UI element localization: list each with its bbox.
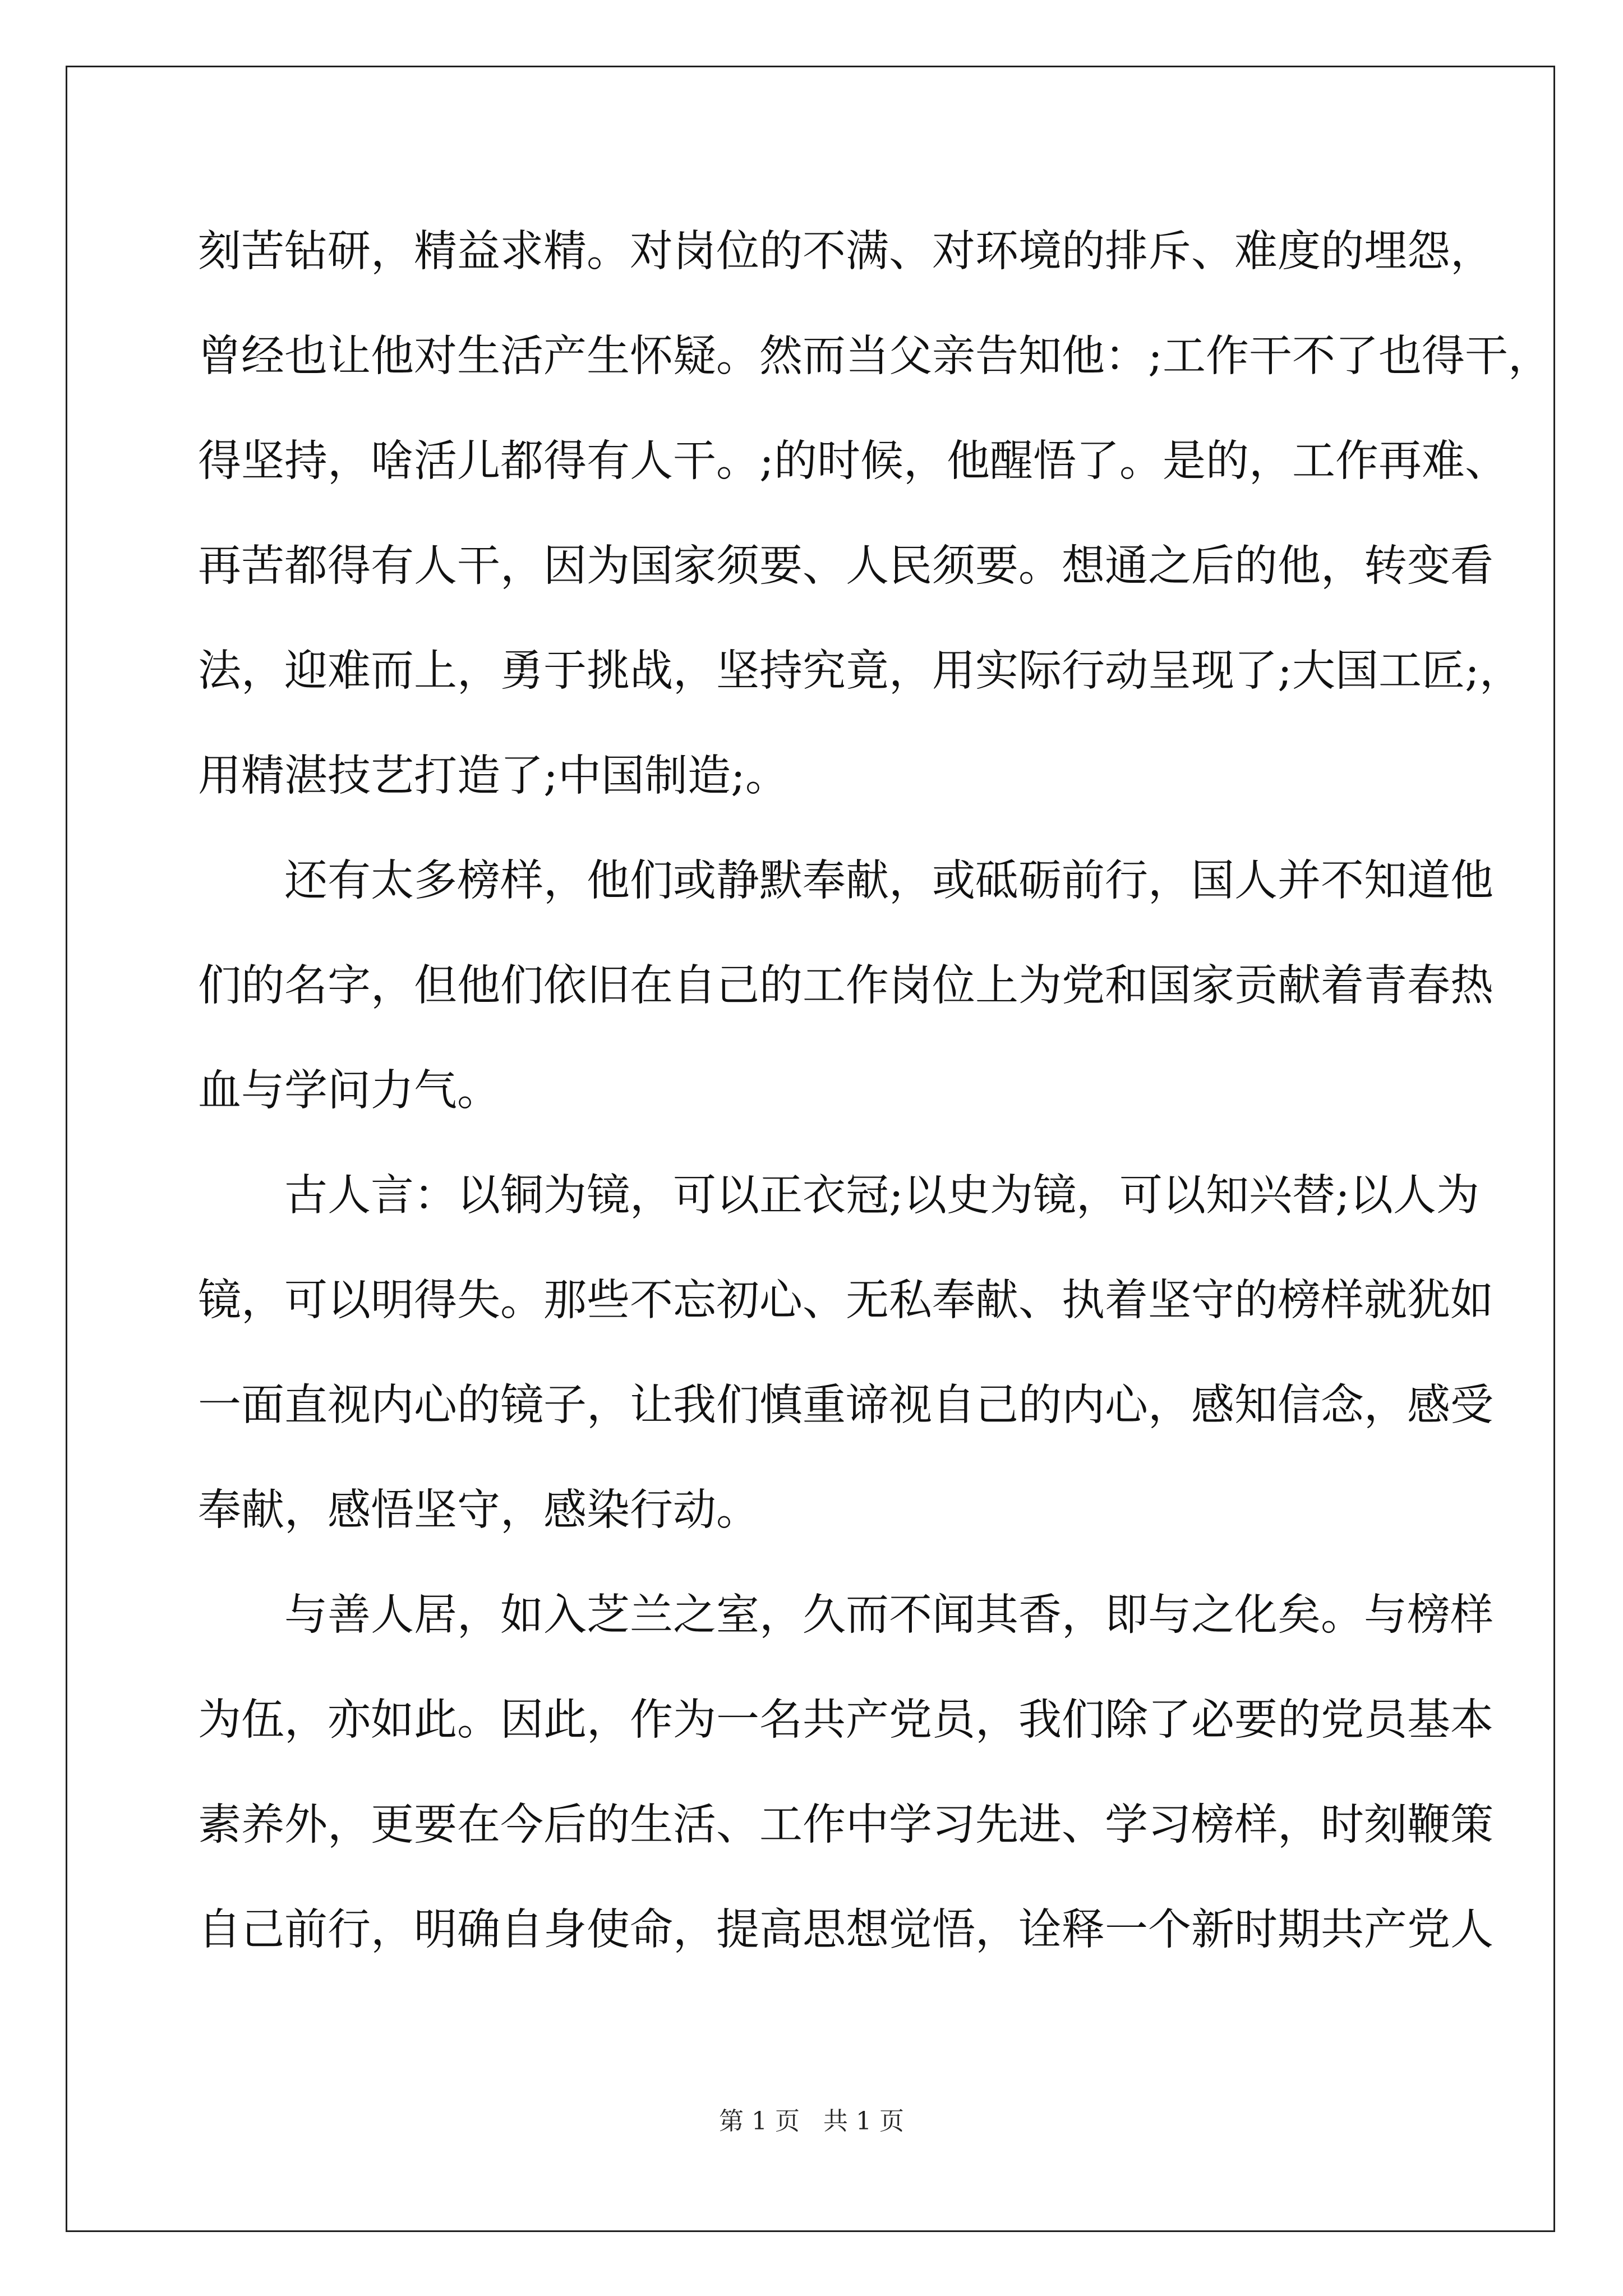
text-line: 素养外，更要在今后的生活、工作中学习先进、学习榜样，时刻鞭策 bbox=[198, 1800, 1493, 1850]
text-line: 法，迎难而上，勇于挑战，坚持究竟，用实际行动呈现了;大国工匠;， bbox=[198, 646, 1523, 696]
page-footer: 第 1 页 共 1 页 bbox=[719, 2107, 904, 2136]
text-line: 血与学问力气。 bbox=[198, 1066, 500, 1116]
text-line: 为伍，亦如此。因此，作为一名共产党员，我们除了必要的党员基本 bbox=[198, 1695, 1493, 1745]
text-line: 与善人居，如入芝兰之室，久而不闻其香，即与之化矣。与榜样 bbox=[284, 1590, 1493, 1640]
text-line: 奉献，感悟坚守，感染行动。 bbox=[198, 1485, 759, 1535]
text-line: 还有太多榜样，他们或静默奉献，或砥砺前行，国人并不知道他 bbox=[284, 856, 1493, 906]
text-line: 镜，可以明得失。那些不忘初心、无私奉献、执着坚守的榜样就犹如 bbox=[198, 1276, 1493, 1326]
text-line: 用精湛技艺打造了;中国制造;。 bbox=[198, 751, 789, 801]
text-line: 们的名字，但他们依旧在自己的工作岗位上为党和国家贡献着青春热 bbox=[198, 961, 1493, 1011]
text-line: 自己前行，明确自身使命，提高思想觉悟，诠释一个新时期共产党人 bbox=[198, 1905, 1493, 1955]
text-line: 再苦都得有人干，因为国家须要、人民须要。想通之后的他，转变看 bbox=[198, 541, 1493, 591]
text-line: 曾经也让他对生活产生怀疑。然而当父亲告知他：;工作干不了也得干， bbox=[198, 332, 1551, 381]
document-body bbox=[198, 199, 1551, 1982]
text-line: 一面直视内心的镜子，让我们慎重谛视自己的内心，感知信念，感受 bbox=[198, 1381, 1493, 1430]
text-line: 古人言：以铜为镜，可以正衣冠;以史为镜，可以知兴替;以人为 bbox=[284, 1171, 1479, 1221]
text-line: 刻苦钻研，精益求精。对岗位的不满、对环境的排斥、难度的埋怨， bbox=[198, 227, 1493, 277]
text-line: 得坚持，啥活儿都得有人干。;的时候，他醒悟了。是的，工作再难、 bbox=[198, 436, 1508, 486]
